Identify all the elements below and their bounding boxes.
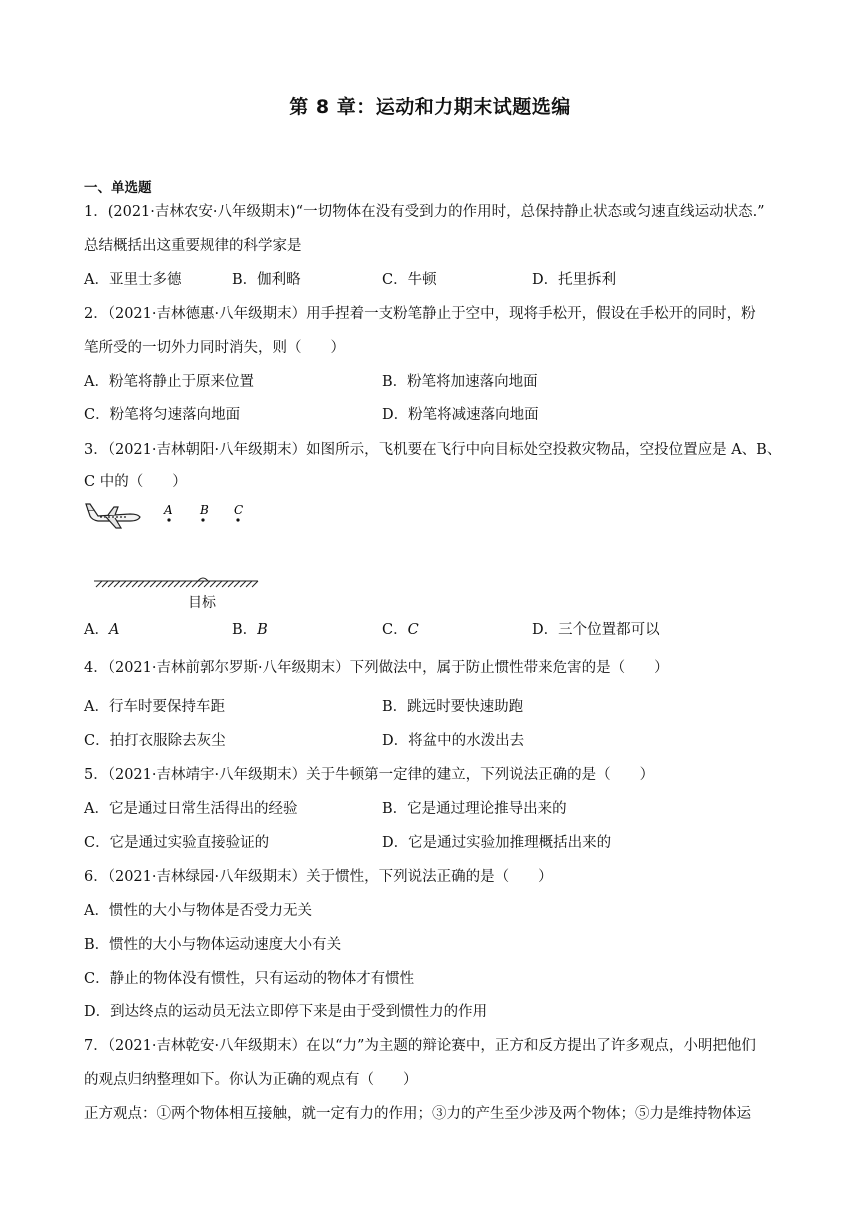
question-4-option-b: B．跳远时要快速助跑 [382, 699, 524, 715]
question-5-option-a: A．它是通过日常生活得出的经验 [84, 801, 298, 817]
question-3-stem-cont: C 中的（ ） [84, 474, 187, 490]
question-5-option-c: C．它是通过实验直接验证的 [84, 835, 270, 851]
question-3-stem: 3．（2021·吉林朝阳·八年级期末）如图所示，飞机要在飞行中向目标处空投救灾物品，空投位置应是 A、B、 [84, 442, 782, 458]
question-2-stem: 2．（2021·吉林德惠·八年级期末）用手捏着一支粉笔静止于空中，现将手松开，假设在手松开的同时，粉 [84, 306, 756, 322]
figure-target-label: 目标 [188, 595, 216, 611]
question-2-option-b: B．粉笔将加速落向地面 [382, 374, 538, 390]
question-7-stem-cont: 的观点归纳整理如下。你认为正确的观点有（ ） [84, 1072, 418, 1088]
question-6-option-a: A．惯性的大小与物体是否受力无关 [84, 903, 312, 919]
question-1-stem: 1．(2021·吉林农安·八年级期末)“一切物体在没有受到力的作用时，总保持静止状态或匀速直线运动状态.” [84, 204, 765, 220]
question-5-option-b: B．它是通过理论推导出来的 [382, 801, 567, 817]
question-4-option-a: A．行车时要保持车距 [84, 699, 225, 715]
question-7-viewpoints: 正方观点：①两个物体相互接触，就一定有力的作用；③力的产生至少涉及两个物体；⑤力是维持物体运 [84, 1106, 751, 1122]
question-3-option-a: A．A [84, 622, 120, 638]
question-4-stem: 4．（2021·吉林前郭尔罗斯·八年级期末）下列做法中，属于防止惯性带来危害的是（ ） [84, 660, 669, 676]
question-4-option-d: D．将盆中的水泼出去 [382, 733, 525, 749]
section-heading: 一、单选题 [84, 180, 152, 196]
figure-label-b: B [200, 503, 209, 517]
question-1-option-a: A．亚里士多德 [84, 272, 182, 288]
question-6-stem: 6．（2021·吉林绿园·八年级期末）关于惯性，下列说法正确的是（ ） [84, 869, 553, 885]
question-1-stem-cont: 总结概括出这重要规律的科学家是 [84, 238, 302, 254]
point-c [236, 518, 239, 521]
question-1-option-c: C．牛顿 [382, 272, 437, 288]
question-6-option-c: C．静止的物体没有惯性，只有运动的物体才有惯性 [84, 971, 415, 987]
question-7-stem: 7．（2021·吉林乾安·八年级期末）在以“力”为主题的辩论赛中，正方和反方提出了许多观点，小明把他们 [84, 1038, 756, 1054]
question-4-option-c: C．拍打衣服除去灰尘 [84, 733, 226, 749]
question-3-option-d: D．三个位置都可以 [532, 622, 660, 638]
airplane-drop-figure [84, 496, 284, 616]
ground-line [94, 578, 258, 587]
airplane-icon [86, 504, 140, 528]
figure-label-a: A [164, 503, 173, 517]
question-1-option-b: B．伽利略 [232, 272, 301, 288]
question-3-option-b: B．B [232, 622, 268, 638]
question-2-option-d: D．粉笔将减速落向地面 [382, 407, 539, 423]
question-3-option-c: C．C [382, 622, 419, 638]
question-2-option-a: A．粉笔将静止于原来位置 [84, 374, 254, 390]
question-5-option-d: D．它是通过实验加推理概括出来的 [382, 835, 612, 851]
page-title: 第 8 章：运动和力期末试题选编 [289, 96, 571, 118]
question-2-option-c: C．粉笔将匀速落向地面 [84, 407, 241, 423]
question-6-option-d: D．到达终点的运动员无法立即停下来是由于受到惯性力的作用 [84, 1004, 488, 1020]
point-a [167, 518, 170, 521]
question-6-option-b: B．惯性的大小与物体运动速度大小有关 [84, 937, 342, 953]
question-2-stem-cont: 笔所受的一切外力同时消失，则（ ） [84, 340, 345, 356]
question-1-option-d: D．托里拆利 [532, 272, 617, 288]
figure-label-c: C [234, 503, 244, 517]
question-5-stem: 5．（2021·吉林靖宇·八年级期末）关于牛顿第一定律的建立，下列说法正确的是（ ） [84, 767, 655, 783]
point-b [201, 518, 204, 521]
